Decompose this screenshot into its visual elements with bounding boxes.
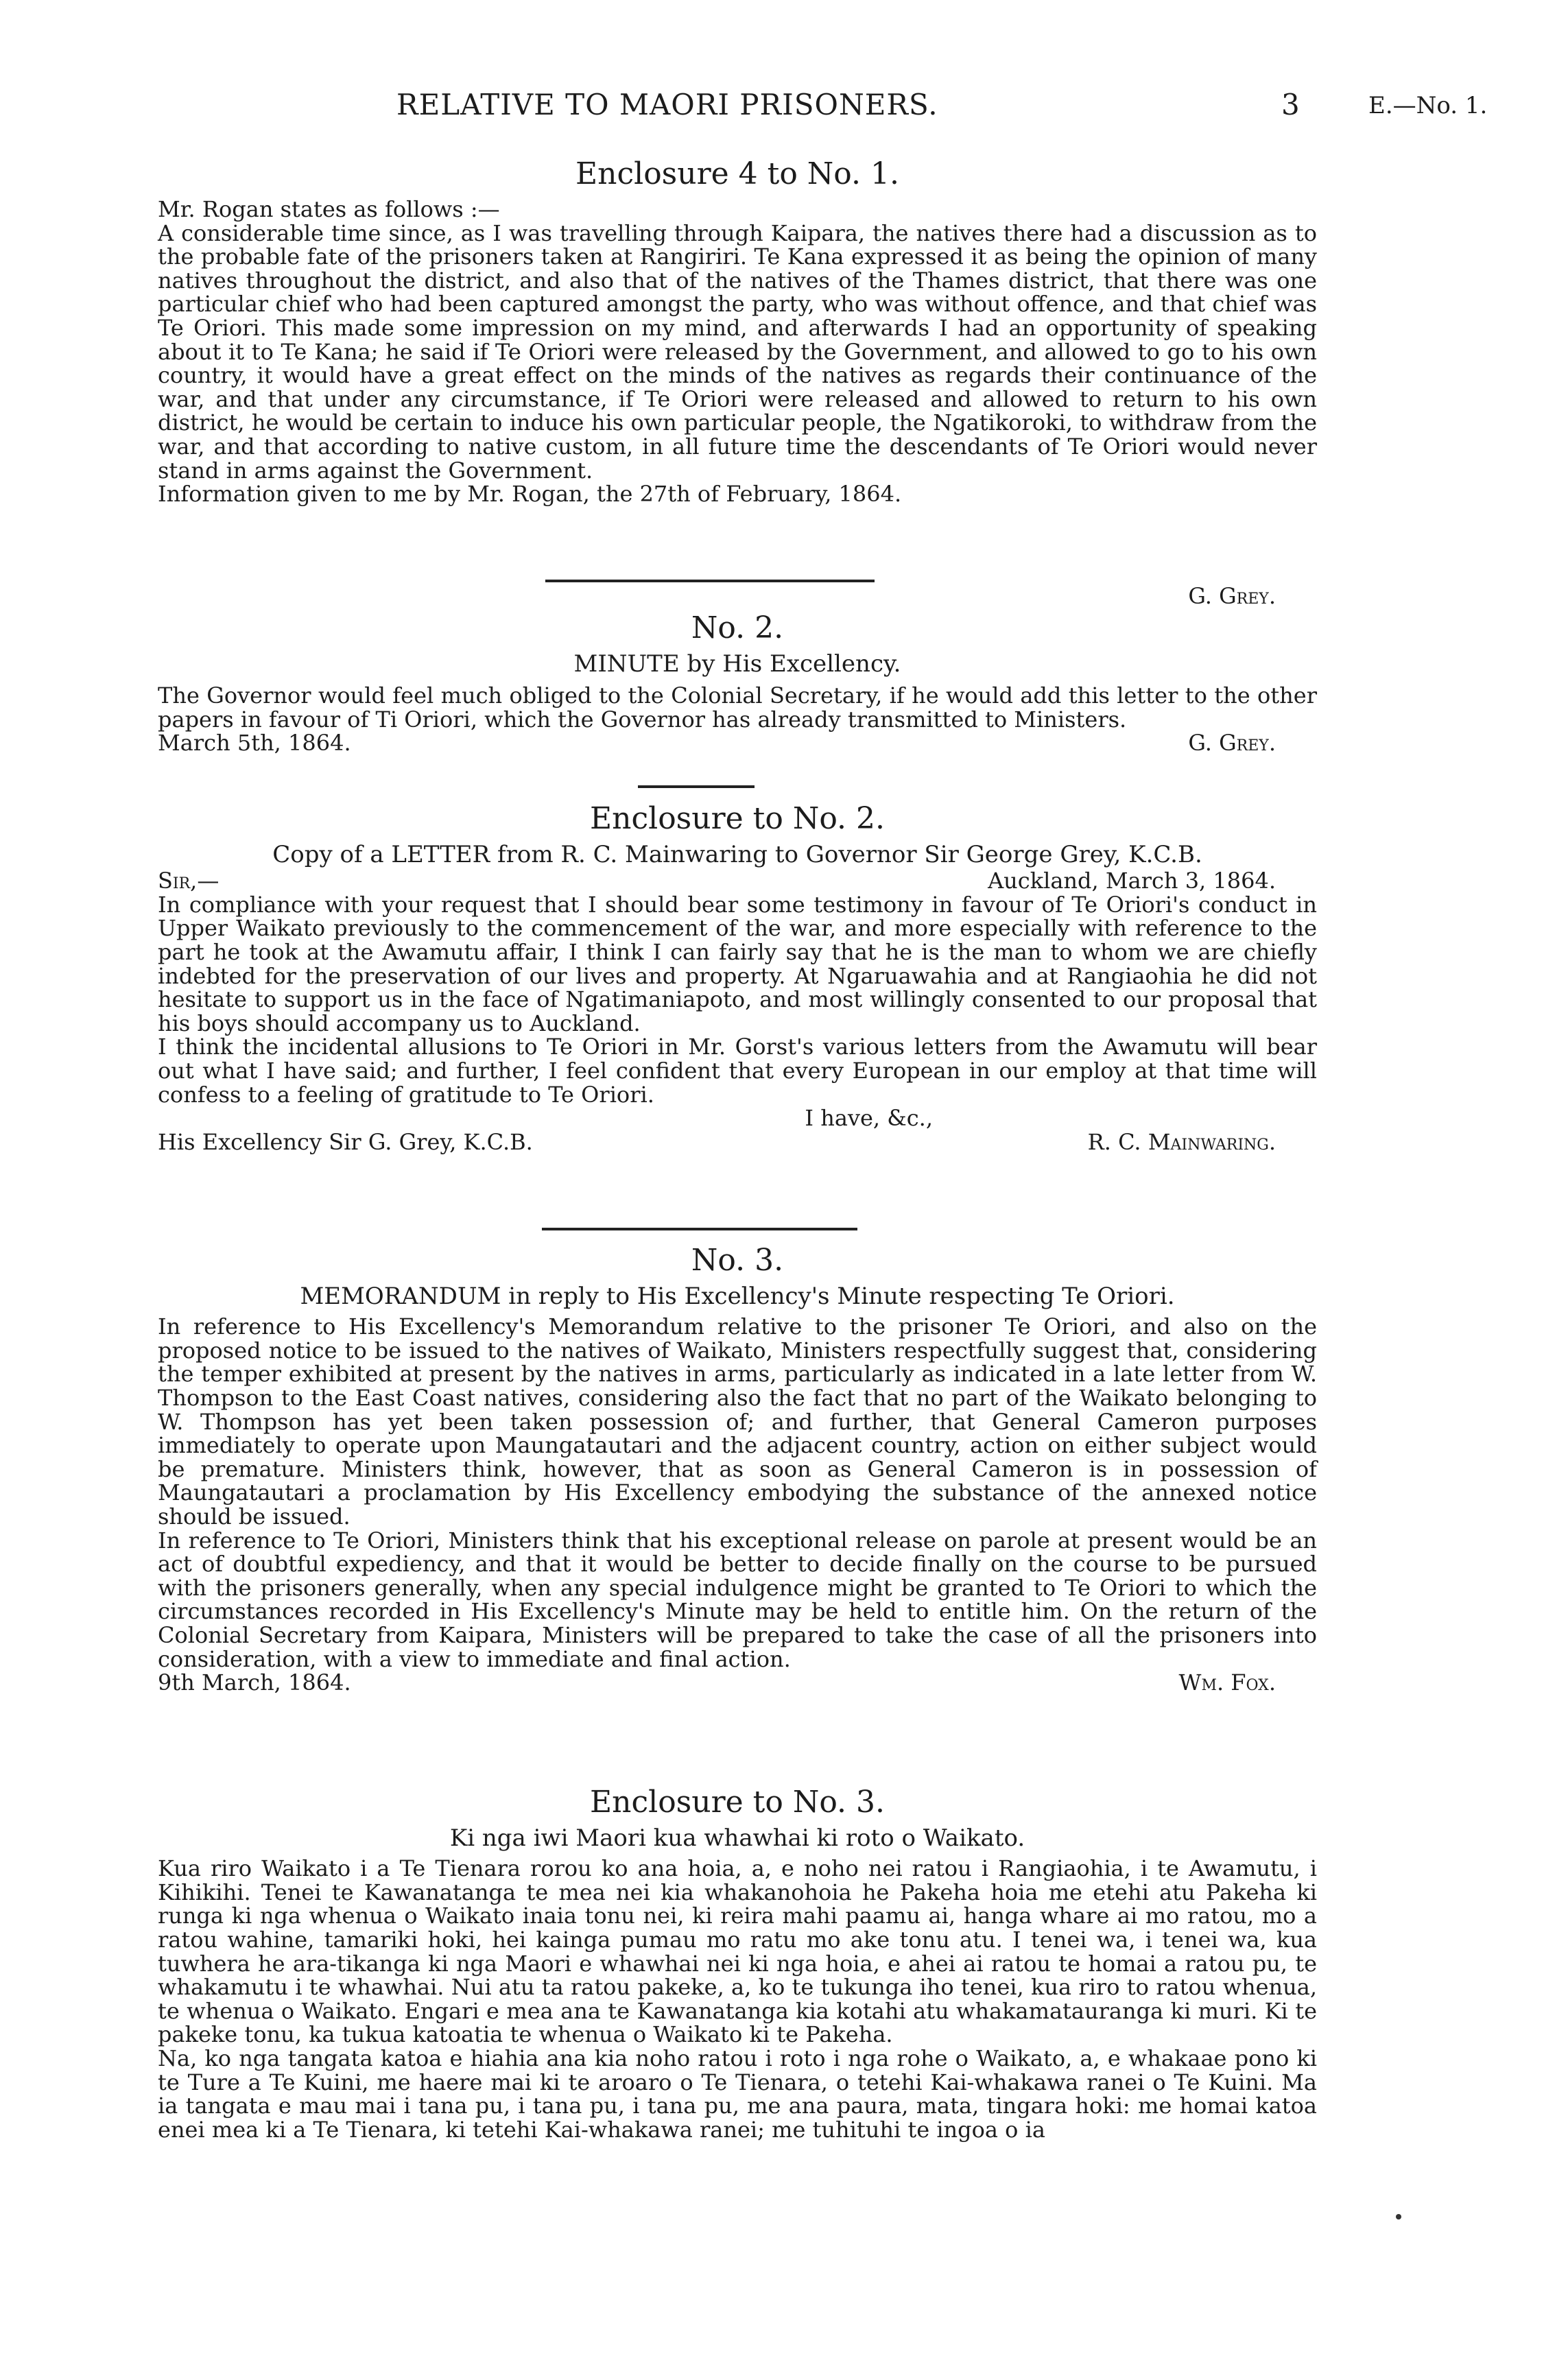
section-divider	[542, 1228, 857, 1230]
letter-paragraph-2: I think the incidental allusions to Te Oriori in Mr. Gorst's various letters from the Awamutu will bear out what I have said; and further, I feel confident that every European in our employ at that time will confess to a feeling of gratitude to Te Oriori.	[158, 1034, 1317, 1108]
no3-paragraph-2: In reference to Te Oriori, Ministers think that his exceptional release on parole at present would be an act of doubtful expediency, and that it would be better to decide finally on the course to be pursued with the prisoners generally, when any special indulgence might be granted to Te Oriori to which the circumstances recorded in His Excellency's Minute may be held to entitle him. On the return of the Colonial Secretary from Kaipara, Ministers will be prepared to take the case of all the prisoners into consideration, with a view to immediate and final action.	[158, 1527, 1317, 1672]
letter-closing: I have, &c.,	[805, 1105, 933, 1132]
letter-salutation: Sir,—	[158, 868, 219, 894]
enclosure-no3-paragraph-1: Kua riro Waikato i a Te Tienara rorou ko ana hoia, a, e noho nei ratou i Rangiaohia, i te Awamutu, i Kihikihi. Tenei te Kawanatanga te mea nei kia whakanohoia he Pakeha hoia me etehi atu Pakeha ki runga ki nga whenua o Waikato inaia tonu nei, ki reira mahi paamu ai, hanga whare ai mo ratou, mo a ratou wahine, tamariki hoki, hei kainga pumau mo ratu mo ake tonu atu. I tenei wa, i tenei wa, kua tuwhera he ara-tikanga ki nga Maori e whawhai nei ki nga hoia, e ahei ai ratou te homai a ratou pu, te whakamutu i te whawhai. Nui atu ta ratou pakeke, a, ko te tukunga iho tenei, kua riro to ratou whenua, te whenua o Waikato. Engari e mea ana te Kawanatanga kia kotahi atu whakamatauranga ki muri. Ki te pakeke tonu, ka tukua katoatia te whenua o Waikato ki te Pakeha.	[158, 1855, 1317, 2048]
enclosure-no3-paragraph-2: Na, ko nga tangata katoa e hiahia ana kia noho ratou i roto i nga rohe o Waikato, a, e whakaae pono ki te Ture a Te Kuini, me haere mai ki te aroaro o Te Tienara, o tetehi Kai-whakawa ranei o Te Kuini. Ma ia tangata e mau mai i tana pu, i tana pu, i tana pu, me ana paura, mata, tingara hoki: me homai katoa enei mea ki a Te Tienara, ki tetehi Kai-whakawa ranei; me tuhituhi te ingoa o ia	[158, 2045, 1317, 2143]
letter-header	[158, 869, 1317, 893]
enclosure4-signature-text: G. Grey.	[1188, 583, 1276, 609]
no2-subheading: MINUTE by His Excellency.	[573, 650, 901, 678]
section-enclosure-no2	[158, 801, 1317, 1154]
no2-signature: G. Grey.	[1188, 730, 1276, 757]
no3-subheading: MEMORANDUM in reply to His Excellency's Minute respecting Te Oriori.	[300, 1282, 1175, 1310]
enclosure-no2-subheading: Copy of a LETTER from R. C. Mainwaring to Governor Sir George Grey, K.C.B.	[272, 840, 1202, 868]
enclosure4-heading: Enclosure 4 to No. 1.	[575, 156, 899, 191]
enclosure-no2-heading: Enclosure to No. 2.	[590, 801, 885, 836]
letter-place-date: Auckland, March 3, 1864.	[988, 868, 1276, 894]
letter-signoff	[158, 1130, 1317, 1154]
letter-signature: R. C. Mainwaring.	[1087, 1128, 1276, 1155]
section-enclosure4	[158, 156, 1317, 193]
letter-paragraph-1: In compliance with your request that I should bear some testimony in favour of Te Oriori's conduct in Upper Waikato previously to the commencement of the war, and more especially with reference to the part he took at the Awamutu affair, I think I can fairly say that he is the man to whom we are chiefly indebted for the preservation of our lives and property. At Ngaruawahia and at Rangiaohia he did not hesitate to support us in the face of Ngatimaniapoto, and most willingly consented to our proposal that his boys should accompany us to Auckland.	[158, 891, 1317, 1036]
enclosure4-body: A considerable time since, as I was travelling through Kaipara, the natives there had a discussion as to the probable fate of the prisoners taken at Rangiriri. Te Kana expressed it as being the opinion of many natives throughout the district, and also that of the natives of the Thames district, that there was one particular chief who had been captured amongst the party, who was without offence, and that chief was Te Oriori. This made some impression on my mind, and afterwards I had an opportunity of speaking about it to Te Kana; he said if Te Oriori were released by the Government, and allowed to go to his own country, it would have a great effect on the minds of the natives as regards their continuance of the war, and that under any circumstance, if Te Oriori were released and allowed to return to his own district, he would be certain to induce his own particular people, the Ngatikoroki, to withdraw from the war, and that according to native custom, in all future time the descendants of Te Oriori would never stand in arms against the Government.	[158, 219, 1317, 484]
no2-body: The Governor would feel much obliged to the Colonial Secretary, if he would add this letter to the other papers in favour of Ti Oriori, which the Governor has already transmitted to Ministers.	[158, 682, 1317, 733]
section-no3	[158, 1243, 1317, 1695]
no3-paragraph-1: In reference to His Excellency's Memorandum relative to the prisoner Te Oriori, and also on the proposed notice to be issued to the natives of Waikato, Ministers respectfully suggest that, considering the temper exhibited at present by the natives in arms, particularly as indicated in a late letter from W. Thompson to the East Coast natives, considering also the fact that no part of the Waikato belonging to W. Thompson has yet been taken possession of; and further, that General Cameron purposes immediately to operate upon Maungatautari and the adjacent country, action on either subject would be premature. Ministers think, however, that as soon as General Cameron is in possession of Maungatautari a proclamation by His Excellency embodying the substance of the annexed notice should be issued.	[158, 1313, 1317, 1530]
no2-heading: No. 2.	[691, 610, 784, 645]
page-mark	[1396, 2214, 1401, 2220]
no3-signature: Wm. Fox.	[1178, 1669, 1276, 1696]
paper-code: E.—No. 1.	[1368, 92, 1488, 119]
section-no2	[158, 610, 1317, 755]
enclosure4-text	[158, 198, 1317, 506]
no2-signoff	[158, 731, 1317, 755]
letter-addressee: His Excellency Sir G. Grey, K.C.B.	[158, 1128, 533, 1155]
enclosure4-intro: Mr. Rogan states as follows :—	[158, 196, 500, 222]
running-head-title: RELATIVE TO MAORI PRISONERS.	[396, 88, 938, 121]
no3-heading: No. 3.	[691, 1243, 784, 1278]
section-enclosure-no3	[158, 1785, 1317, 2141]
no3-date: 9th March, 1864.	[158, 1669, 351, 1696]
no2-date: March 5th, 1864.	[158, 730, 351, 757]
enclosure4-info: Information given to me by Mr. Rogan, the 27th of February, 1864.	[158, 481, 902, 508]
page-number: 3	[1281, 88, 1300, 121]
enclosure4-signature	[1029, 584, 1276, 608]
enclosure-no3-subheading: Ki nga iwi Maori kua whawhai ki roto o Waikato.	[449, 1824, 1025, 1852]
section-divider	[545, 580, 875, 582]
no3-signoff	[158, 1671, 1317, 1695]
enclosure-no3-heading: Enclosure to No. 3.	[590, 1785, 885, 1820]
section-divider	[638, 785, 755, 788]
running-head	[0, 88, 1544, 129]
